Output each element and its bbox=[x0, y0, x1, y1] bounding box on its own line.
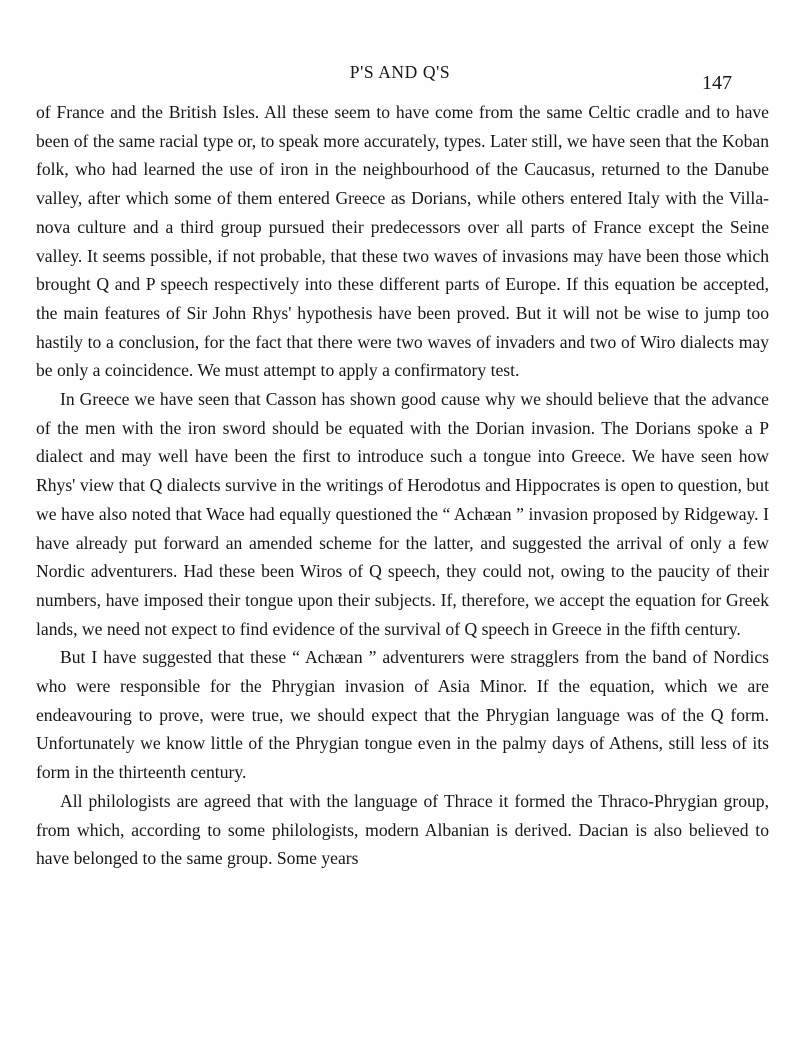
paragraph-continuation: of France and the British Isles. All these seem to have come from the same Celtic cradle and to have been of the same racial type or, to speak more accurately, types. Later still, we have seen that the Koban folk, who had learned the use of iron in the neighbourhood of the Caucasus, returned to the Danube valley, after which some of them entered Greece as Dorians, while others entered Italy with the Villa-nova culture and a third group pursued their predecessors over all parts of France except the Seine valley. It seems possible, if not probable, that these two waves of invasions may have been those which brought Q and P speech respectively into these different parts of Europe. If this equation be accepted, the main features of Sir John Rhys' hypothesis have been proved. But it will not be wise to jump too hastily to a conclusion, for the fact that there were two waves of invaders and two of Wiro dialects may be only a coincidence. We must attempt to apply a confirmatory test. bbox=[36, 102, 769, 381]
paragraph-phrygian: But I have suggested that these “ Achæan ” adventurers were stragglers from the band of Nordics who were responsible for the Phrygian invasion of Asia Minor. If the equation, which we are endeavouring to prove, were true, we should expect that the Phrygian language was of the Q form. Unfortunately we know little of the Phrygian tongue even in the palmy days of Athens, still less of its form in the thirteenth century. bbox=[36, 647, 769, 783]
body-text bbox=[36, 98, 769, 873]
paragraph-greece: In Greece we have seen that Casson has shown good cause why we should believe that the advance of the men with the iron sword should be equated with the Dorian invasion. The Dorians spoke a P dialect and may well have been the first to introduce such a tongue into Greece. We have seen how Rhys' view that Q dialects survive in the writings of Herodotus and Hippocrates is open to question, but we have also noted that Wace had equally questioned the “ Achæan ” invasion proposed by Ridgeway. I have already put forward an amended scheme for the latter, and suggested the arrival of only a few Nordic adventurers. Had these been Wiros of Q speech, they could not, owing to the paucity of their numbers, have imposed their tongue upon their subjects. If, therefore, we accept the equation for Greek lands, we need not expect to find evidence of the survival of Q speech in Greece in the fifth century. bbox=[36, 389, 769, 639]
paragraph-thraco-phrygian: All philologists are agreed that with the language of Thrace it formed the Thraco-Phrygian group, from which, according to some philologists, modern Albanian is derived. Dacian is also believed to have belonged to the same group. Some years bbox=[36, 790, 769, 869]
running-title: P'S AND Q'S bbox=[349, 62, 451, 82]
page-number: 147 bbox=[702, 72, 732, 94]
